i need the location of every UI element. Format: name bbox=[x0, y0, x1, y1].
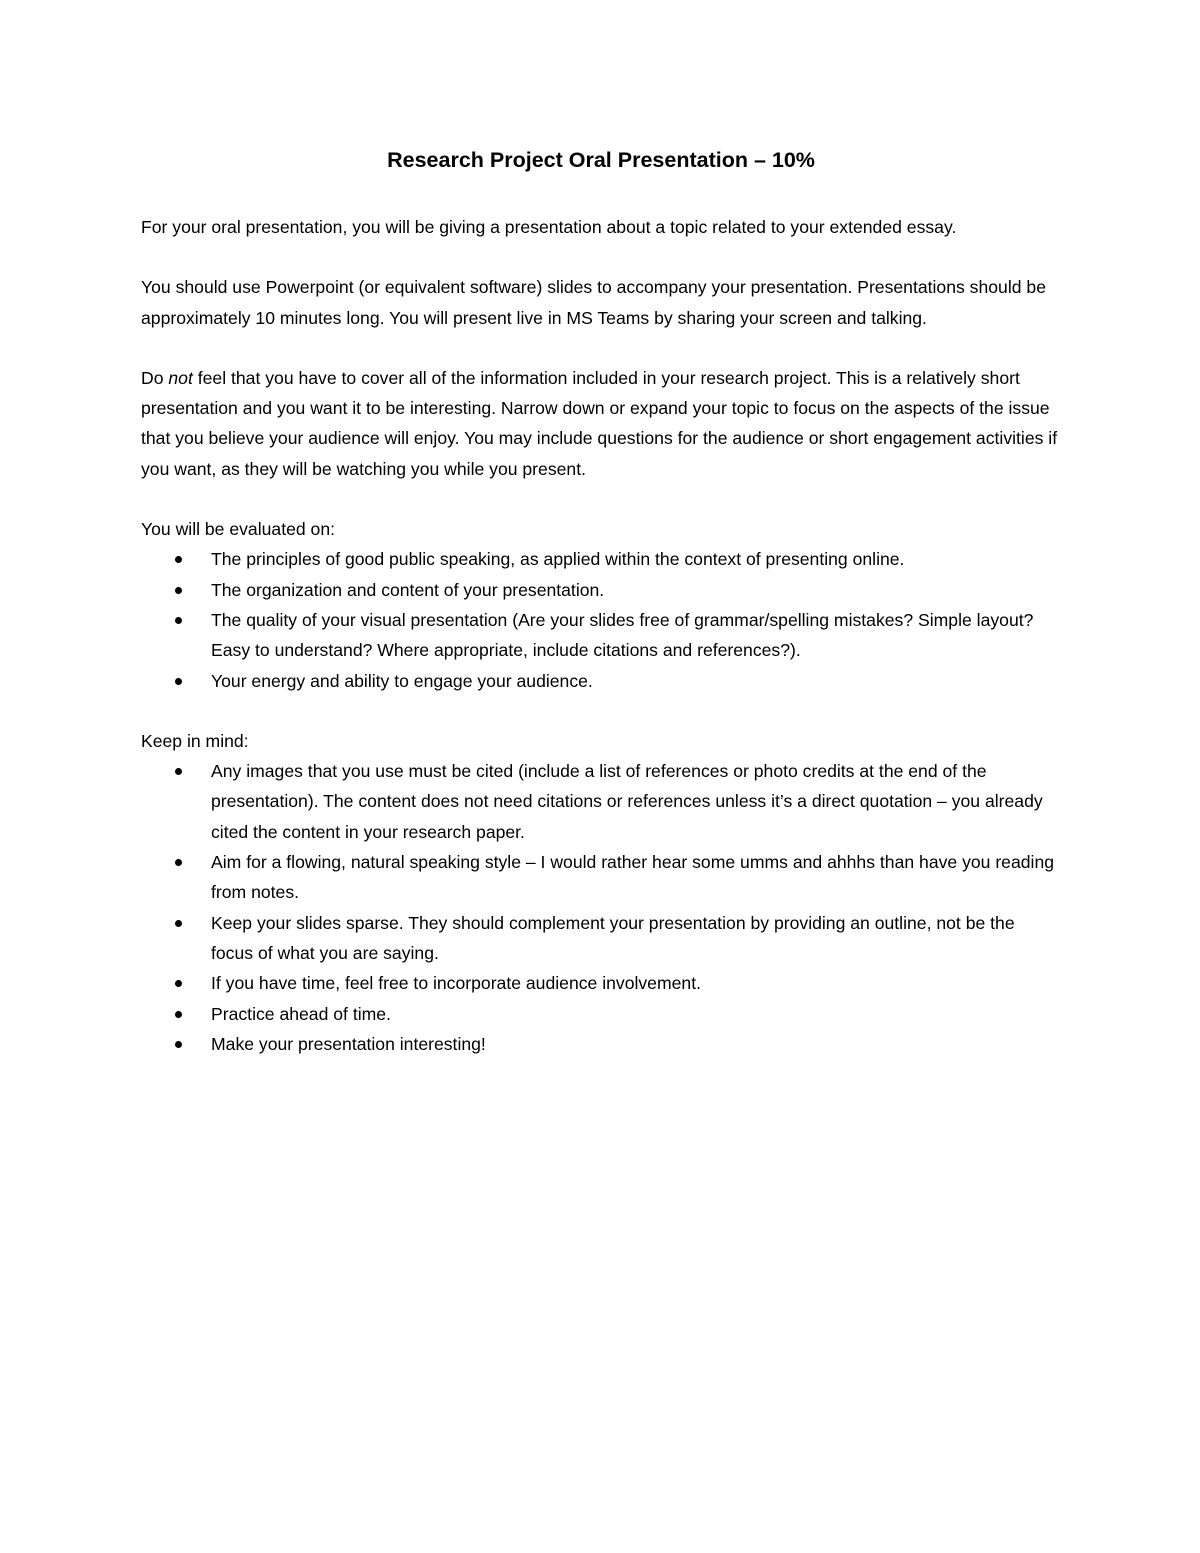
bullet-icon bbox=[175, 859, 182, 866]
slides-paragraph: You should use Powerpoint (or equivalent software) slides to accompany your presentation. Presentations should be approximately 10 minutes long. You will present live in MS Teams by sharing your screen and talking. bbox=[141, 277, 1046, 328]
evaluation-item-text: The principles of good public speaking, as applied within the context of presenting online. bbox=[211, 549, 905, 570]
list-item bbox=[141, 1029, 1061, 1059]
document-body bbox=[141, 142, 1061, 1059]
evaluation-item-text: The quality of your visual presentation (Are your slides free of grammar/spelling mistakes? Simple layout? Easy to understand? Where appropriate, include citations and references?). bbox=[211, 609, 1034, 661]
bullet-icon bbox=[175, 1011, 182, 1018]
bullet-icon bbox=[175, 556, 182, 563]
bullet-icon bbox=[175, 768, 182, 775]
reminder-item-text: Keep your slides sparse. They should complement your presentation by providing an outline, not be the focus of what you are saying. bbox=[211, 912, 1015, 963]
evaluation-heading: You will be evaluated on: bbox=[141, 519, 336, 540]
reminder-item-text: Make your presentation interesting! bbox=[211, 1033, 486, 1054]
focus-lead-text: Do bbox=[141, 367, 169, 388]
list-item bbox=[141, 666, 1061, 696]
evaluation-item-text: The organization and content of your presentation. bbox=[211, 579, 605, 600]
focus-paragraph bbox=[141, 363, 1061, 484]
list-item bbox=[141, 908, 1061, 969]
bullet-icon bbox=[175, 617, 182, 624]
reminders-list bbox=[141, 756, 1061, 1059]
evaluation-item-text: Your energy and ability to engage your audience. bbox=[211, 670, 593, 691]
list-item bbox=[141, 968, 1061, 998]
list-item bbox=[141, 575, 1061, 605]
bullet-icon bbox=[175, 678, 182, 685]
list-item bbox=[141, 847, 1061, 908]
bullet-icon bbox=[175, 920, 182, 927]
focus-rest-text: feel that you have to cover all of the information included in your research project. This is a relatively short presentation and you want it to be interesting. Narrow down or expand your topic to focus on the aspects of the issue that you believe your audience will enjoy. You may include questions for the audience or short engagement activities if you want, as they will be watching you while you present. bbox=[141, 367, 1058, 479]
intro-paragraph: For your oral presentation, you will be giving a presentation about a topic related to your extended essay. bbox=[141, 217, 957, 237]
list-item bbox=[141, 544, 1061, 574]
list-item bbox=[141, 605, 1061, 666]
reminder-item-text: Aim for a flowing, natural speaking style – I would rather hear some umms and ahhhs than have you reading from notes. bbox=[211, 852, 1055, 903]
list-item bbox=[141, 999, 1061, 1029]
document-title: Research Project Oral Presentation – 10% bbox=[387, 148, 815, 172]
list-item bbox=[141, 756, 1061, 847]
reminder-item-text: If you have time, feel free to incorporate audience involvement. bbox=[211, 973, 701, 994]
reminders-heading: Keep in mind: bbox=[141, 730, 249, 751]
reminder-item-text: Practice ahead of time. bbox=[211, 1003, 391, 1024]
bullet-icon bbox=[175, 587, 182, 594]
evaluation-list bbox=[141, 544, 1061, 695]
focus-emphasis-text: not bbox=[168, 367, 193, 388]
reminder-item-text: Any images that you use must be cited (include a list of references or photo credits at the end of the presentation). The content does not need citations or references unless it’s a direct quotation – you already cited the content in your research paper. bbox=[211, 761, 1043, 842]
bullet-icon bbox=[175, 980, 182, 987]
bullet-icon bbox=[175, 1041, 182, 1048]
